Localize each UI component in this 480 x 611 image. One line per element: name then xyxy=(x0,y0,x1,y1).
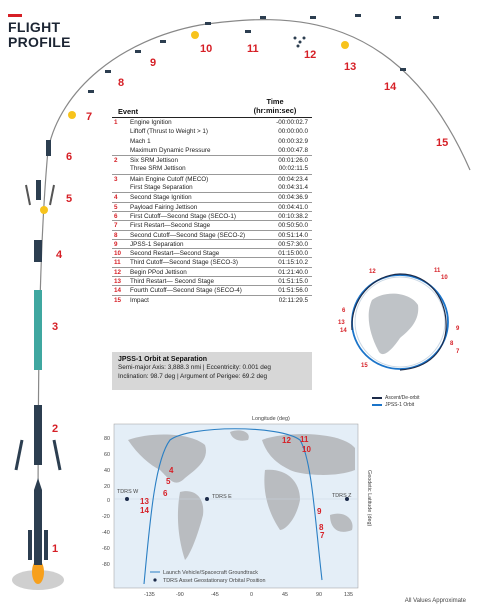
row-event: Third Cutoff—Second Stage (SECO-3) xyxy=(130,259,239,267)
row-number: 9 xyxy=(114,240,118,248)
map-number-12: 12 xyxy=(282,436,291,445)
row-time: 00:51:14.0 xyxy=(278,231,308,239)
row-number: 15 xyxy=(114,296,122,304)
lat-tick: 40 xyxy=(104,468,110,474)
row-event: JPSS-1 Separation xyxy=(130,240,184,248)
map-number-7: 7 xyxy=(320,531,325,540)
row-time: 00:02:11.5 xyxy=(278,165,308,173)
globe-number-9: 9 xyxy=(456,326,460,332)
profile-number-4: 4 xyxy=(56,249,63,261)
row-number: 8 xyxy=(114,231,118,239)
row-time: 00:00:47.8 xyxy=(278,146,308,154)
row-event: Second Stage Ignition xyxy=(130,194,192,202)
profile-number-3: 3 xyxy=(52,321,59,333)
row-time: 00:57:30.0 xyxy=(278,240,308,248)
map-top-axis-label: Longitude (deg) xyxy=(252,416,290,422)
row-event: Second Restart—Second Stage xyxy=(130,250,220,258)
row-time: 00:50:50.0 xyxy=(278,222,308,230)
page-title-line-2: PROFILE xyxy=(8,34,71,50)
row-number: 3 xyxy=(114,175,118,183)
lon-tick: 0 xyxy=(250,592,253,598)
orbit-line-1: Semi-major Axis: 3,888.3 nmi | Eccentricity: 0.001 deg xyxy=(118,364,271,371)
profile-number-14: 14 xyxy=(384,81,397,93)
map-number-6: 6 xyxy=(163,489,168,498)
tdrs-w-label: TDRS W xyxy=(117,489,139,495)
lat-tick: 80 xyxy=(104,436,110,442)
legend-tdrs-swatch xyxy=(153,578,156,581)
legend-orbit-label: JPSS-1 Orbit xyxy=(385,402,415,408)
row-time: 00:04:31.4 xyxy=(278,184,308,192)
orbit-title: JPSS-1 Orbit at Separation xyxy=(118,356,208,363)
map-number-5: 5 xyxy=(166,477,171,486)
row-number: 11 xyxy=(114,259,121,267)
row-event: First Restart—Second Stage xyxy=(130,222,211,230)
header-event: Event xyxy=(118,107,139,116)
tdrs-z-label: TDRS Z xyxy=(332,493,352,499)
row-event: Main Engine Cutoff (MECO) xyxy=(130,175,209,183)
row-event: Impact xyxy=(130,296,149,304)
profile-number-7: 7 xyxy=(86,111,93,123)
lon-tick: -135 xyxy=(144,592,155,598)
profile-number-1: 1 xyxy=(52,543,59,555)
row-number: 12 xyxy=(114,268,122,276)
row-event: Fourth Cutoff—Second Stage (SECO-4) xyxy=(130,287,242,295)
globe-number-11: 11 xyxy=(434,268,441,274)
lon-tick: -45 xyxy=(211,592,219,598)
map-number-4: 4 xyxy=(169,466,174,475)
lat-tick: -80 xyxy=(102,562,110,568)
row-event: Liftoff (Thrust to Weight > 1) xyxy=(130,128,208,136)
lat-tick: 20 xyxy=(104,484,110,490)
row-event: Second Cutoff—Second Stage (SECO-2) xyxy=(130,231,246,239)
row-number: 14 xyxy=(114,287,122,295)
row-event: Six SRM Jettison xyxy=(130,157,178,165)
row-time: 00:10:38.2 xyxy=(278,212,308,220)
globe-number-7: 7 xyxy=(456,349,460,355)
profile-number-12: 12 xyxy=(304,49,317,61)
row-number: 13 xyxy=(114,278,122,286)
row-number: 5 xyxy=(114,203,118,211)
row-number: 7 xyxy=(114,222,118,230)
profile-number-8: 8 xyxy=(118,77,125,89)
row-number: 10 xyxy=(114,250,122,258)
lat-tick: 0 xyxy=(107,498,110,504)
row-event: Engine Ignition xyxy=(130,119,172,126)
row-event: Three SRM Jettison xyxy=(130,165,186,173)
row-time: 00:04:36.9 xyxy=(278,194,308,202)
lat-tick: -40 xyxy=(102,530,110,536)
row-number: 1 xyxy=(114,119,118,126)
lat-tick: -20 xyxy=(102,514,110,520)
row-time: 00:04:23.4 xyxy=(278,175,308,183)
row-event: First Cutoff—Second Stage (SECO-1) xyxy=(130,212,236,220)
map-number-8: 8 xyxy=(319,523,324,532)
profile-number-11: 11 xyxy=(247,43,259,55)
lat-ticks xyxy=(102,436,110,568)
row-time: 02:11:29.5 xyxy=(278,296,308,304)
tdrs-e-marker xyxy=(205,497,209,501)
map-number-11: 11 xyxy=(300,435,309,444)
page-title-line-1: FLIGHT xyxy=(8,19,61,35)
header-time-line-1: Time xyxy=(266,97,284,106)
row-time: 00:01:26.0 xyxy=(278,157,308,165)
row-event: Maximum Dynamic Pressure xyxy=(130,146,211,154)
row-time: 00:00:00.0 xyxy=(278,128,308,136)
row-time: 01:21:40.0 xyxy=(278,268,308,276)
map-number-14: 14 xyxy=(140,506,149,515)
lon-tick: 90 xyxy=(316,592,322,598)
row-number: 4 xyxy=(114,194,118,202)
lon-tick: -90 xyxy=(176,592,184,598)
lon-ticks xyxy=(144,592,353,598)
lon-tick: 45 xyxy=(282,592,288,598)
globe-number-6: 6 xyxy=(342,308,346,314)
row-event: Mach 1 xyxy=(130,137,151,145)
globe-number-15: 15 xyxy=(361,363,368,369)
profile-number-13: 13 xyxy=(344,61,357,73)
row-event: Third Restart— Second Stage xyxy=(130,278,214,286)
globe-number-8: 8 xyxy=(450,341,454,347)
row-number: 6 xyxy=(114,212,118,220)
profile-number-9: 9 xyxy=(150,57,157,69)
map-number-9: 9 xyxy=(317,507,322,516)
profile-number-2: 2 xyxy=(52,423,59,435)
profile-number-15: 15 xyxy=(436,137,449,149)
legend-track-label: Launch Vehicle/Spacecraft Groundtrack xyxy=(163,570,258,576)
row-time: 01:51:56.0 xyxy=(278,287,308,295)
map-number-10: 10 xyxy=(302,445,311,454)
row-time: 01:15:10.2 xyxy=(278,259,308,267)
lat-tick: 60 xyxy=(104,452,110,458)
orbit-line-2: Inclination: 98.7 deg | Argument of Perigee: 69.2 deg xyxy=(118,372,268,380)
tdrs-e-label: TDRS E xyxy=(212,494,232,500)
row-event: Begin PPod Jettison xyxy=(130,268,187,276)
row-number: 2 xyxy=(114,157,118,165)
row-time: -00:00:02.7 xyxy=(276,119,308,126)
row-event: First Stage Separation xyxy=(130,184,193,192)
globe-number-13: 13 xyxy=(338,320,345,326)
legend-tdrs-label: TDRS Asset Geostationary Orbital Position xyxy=(163,578,266,584)
globe-number-12: 12 xyxy=(369,269,376,275)
footnote: All Values Approximate xyxy=(404,598,466,604)
lon-tick: 135 xyxy=(344,592,353,598)
map-right-axis-label: Geodetic Latitude (deg) xyxy=(366,470,372,527)
row-time: 00:04:41.0 xyxy=(278,203,308,211)
row-time: 01:51:15.0 xyxy=(278,278,308,286)
header-time-line-2: (hr:min:sec) xyxy=(253,106,297,115)
map-number-13: 13 xyxy=(140,497,149,506)
globe-number-10: 10 xyxy=(441,275,448,281)
row-time: 00:00:32.9 xyxy=(278,137,308,145)
profile-number-6: 6 xyxy=(66,151,73,163)
globe-number-14: 14 xyxy=(340,328,347,334)
profile-number-10: 10 xyxy=(200,43,213,55)
row-event: Payload Fairing Jettison xyxy=(130,203,198,211)
profile-number-5: 5 xyxy=(66,193,73,205)
row-time: 01:15:00.0 xyxy=(278,250,308,258)
legend-ascent-label: Ascent/De-orbit xyxy=(385,395,420,401)
lat-tick: -60 xyxy=(102,546,110,552)
tdrs-w-marker xyxy=(125,497,129,501)
